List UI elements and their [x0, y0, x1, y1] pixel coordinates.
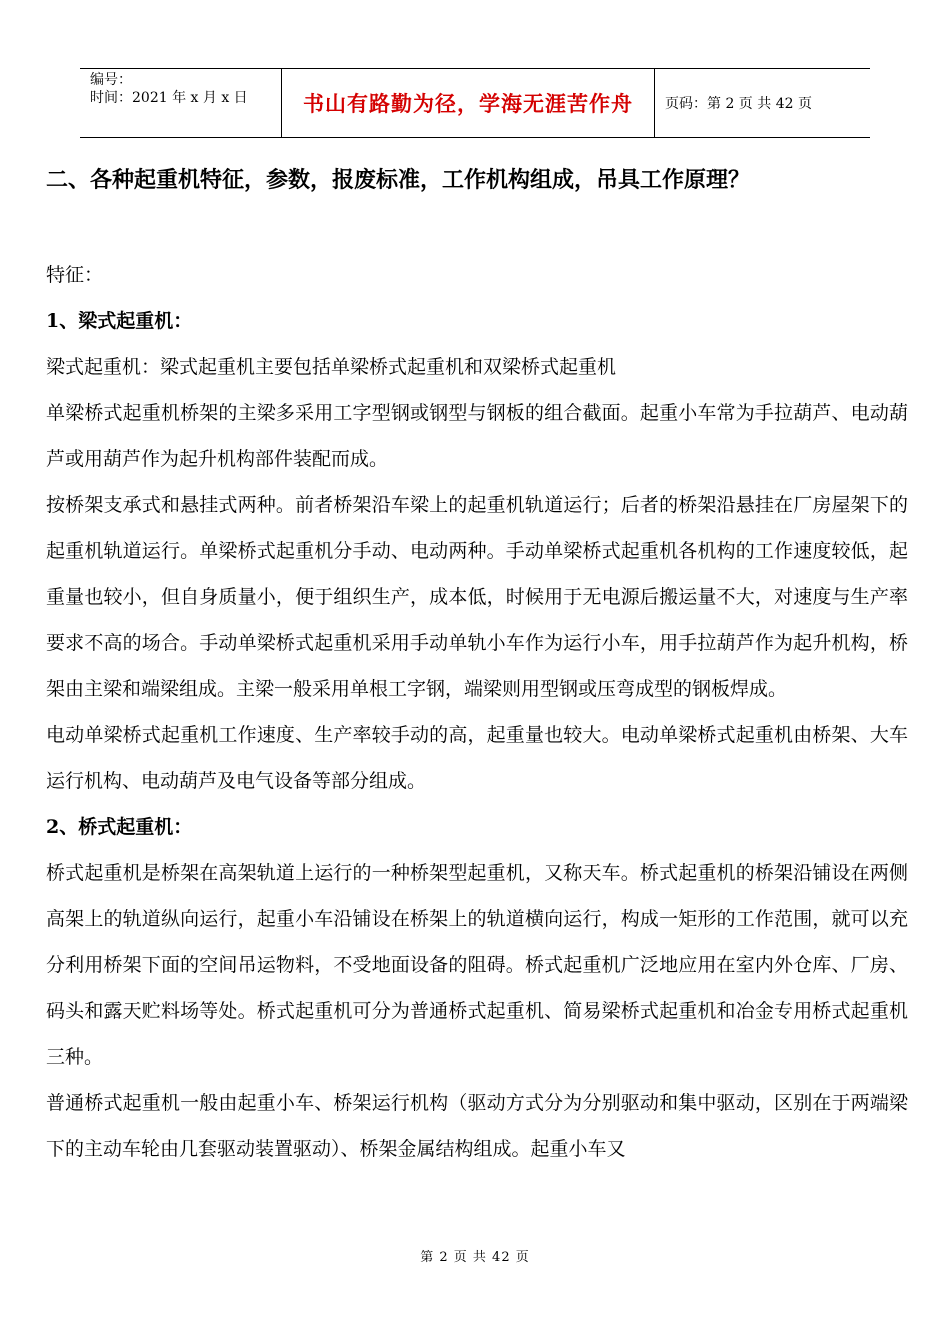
paragraph: 按桥架支承式和悬挂式两种。前者桥架沿车梁上的起重机轨道运行；后者的桥架沿悬挂在厂房屋架下的起重机轨道运行。单梁桥式起重机分手动、电动两种。手动单梁桥式起重机各机构的工作速度较低，起重量也较小，但自身质量小，便于组织生产，成本低，时候用于无电源后搬运量不大，对速度与生产率要求不高的场合。手动单梁桥式起重机采用手动单轨小车作为运行小车，用手拉葫芦作为起升机构，桥架由主梁和端梁组成。主梁一般采用单根工字钢，端梁则用型钢或压弯成型的钢板焊成。 [46, 494, 908, 700]
page-info: 页码：第 2 页 共 42 页 [665, 96, 812, 112]
sec2-title: 2、桥式起重机： [46, 816, 193, 838]
features-label: 特征： [46, 264, 104, 286]
paragraph: 桥式起重机是桥架在高架轨道上运行的一种桥架型起重机，又称天车。桥式起重机的桥架沿铺设在两侧高架上的轨道纵向运行，起重小车沿铺设在桥架上的轨道横向运行，构成一矩形的工作范围，就可以充分利用桥架下面的空间吊运物料，不受地面设备的阻碍。桥式起重机广泛地应用在室内外仓库、厂房、码头和露天贮料场等处。桥式起重机可分为普通桥式起重机、简易梁桥式起重机和冶金专用桥式起重机三种。 [46, 862, 908, 1068]
section-title: 二、各种起重机特征，参数，报废标准，工作机构组成，吊具工作原理？ [46, 167, 751, 193]
header-page-cell [655, 69, 870, 137]
paragraph: 梁式起重机：梁式起重机主要包括单梁桥式起重机和双梁桥式起重机 [46, 356, 617, 378]
paragraph: 单梁桥式起重机桥架的主梁多采用工字型钢或钢型与钢板的组合截面。起重小车常为手拉葫芦、电动葫芦或用葫芦作为起升机构部件装配而成。 [46, 402, 908, 470]
header-left-cell [80, 69, 282, 137]
motto: 书山有路勤为径，学海无涯苦作舟 [303, 91, 633, 116]
paragraph: 电动单梁桥式起重机工作速度、生产率较手动的高，起重量也较大。电动单梁桥式起重机由桥架、大车运行机构、电动葫芦及电气设备等部分组成。 [46, 724, 908, 792]
time-label: 时间：2021 年 x 月 x 日 [90, 90, 248, 106]
header-motto-cell [282, 69, 655, 137]
sec1-title: 1、梁式起重机： [46, 310, 193, 332]
page-footer: 第 2 页 共 42 页 [420, 1250, 530, 1265]
number-label: 编号： [90, 72, 132, 88]
header-table [80, 68, 870, 138]
paragraph: 普通桥式起重机一般由起重小车、桥架运行机构（驱动方式分为分别驱动和集中驱动，区别在于两端梁下的主动车轮由几套驱动装置驱动）、桥架金属结构组成。起重小车又 [46, 1092, 908, 1160]
document-body [46, 160, 908, 1172]
